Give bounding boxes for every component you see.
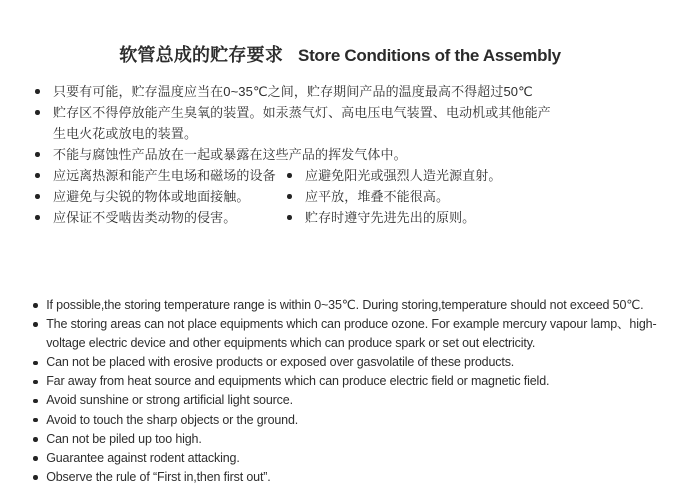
bullet-icon <box>33 361 38 366</box>
list-item <box>33 468 672 487</box>
list-item <box>33 430 672 449</box>
page-title-chinese: 软管总成的贮存要求 <box>119 45 284 66</box>
list-item <box>33 391 672 410</box>
list-item-line: voltage electric device and other equipments which can produce spark or set out electricity. <box>46 336 536 351</box>
bullet-icon <box>35 110 40 115</box>
list-item-line: 生电火花或放电的装置。 <box>52 126 198 141</box>
page-title-english: Store Conditions of the Assembly <box>298 46 561 66</box>
list-item-text: 贮存时遵守先进先出的原则。 <box>304 210 476 225</box>
right-column <box>287 165 668 228</box>
list-item-text: If possible,the storing temperature range is within 0~35℃. During storing,temperature should not exceed 50℃. <box>46 298 644 312</box>
bullet-icon <box>33 399 38 404</box>
list-item <box>33 411 672 430</box>
bullet-icon <box>35 215 40 220</box>
list-item-text: Far away from heat source and equipments which can produce electric field or magnetic field. <box>46 374 550 389</box>
list-item <box>287 207 668 228</box>
bullet-icon <box>287 215 292 220</box>
list-item-text: Avoid to touch the sharp objects or the ground. <box>46 412 299 427</box>
list-item-text: Avoid sunshine or strong artificial light source. <box>46 393 293 408</box>
bullet-icon <box>33 303 38 308</box>
list-item-line: The storing areas can not place equipments which can produce ozone. For example mercury vapour lamp、high- <box>46 317 657 332</box>
list-item-text: Can not be placed with erosive products or exposed over gasvolatile of these products. <box>46 355 515 370</box>
list-item <box>33 372 672 391</box>
list-item-text: 应避免与尖锐的物体或地面接触。 <box>52 189 250 204</box>
list-item <box>35 144 668 165</box>
chinese-requirements-section <box>35 81 668 228</box>
list-item <box>287 165 668 186</box>
list-item-text: 应平放，堆叠不能很高。 <box>304 189 450 204</box>
bullet-icon <box>33 437 38 442</box>
bullet-icon <box>33 418 38 423</box>
list-item-text: 只要有可能，贮存温度应当在0~35℃之间，贮存期间产品的温度最高不得超过50℃ <box>52 84 533 99</box>
bullet-icon <box>287 194 292 199</box>
bullet-icon <box>33 322 38 327</box>
bullet-icon <box>35 152 40 157</box>
bullet-icon <box>33 475 38 480</box>
list-item <box>35 207 287 228</box>
bullet-icon <box>35 194 40 199</box>
two-column-bullets <box>35 165 668 228</box>
list-item <box>33 449 672 468</box>
list-item-text: 应保证不受啮齿类动物的侵害。 <box>52 210 237 225</box>
list-item <box>287 186 668 207</box>
list-item-text: 应远离热源和能产生电场和磁场的设备 <box>52 168 276 183</box>
page-title <box>0 44 680 67</box>
list-item <box>33 296 672 315</box>
english-requirements-section <box>33 296 672 487</box>
list-item-text: 不能与腐蚀性产品放在一起或暴露在这些产品的挥发气体中。 <box>52 147 407 162</box>
list-item <box>33 353 672 372</box>
list-item-text: 应避免阳光或强烈人造光源直射。 <box>304 168 502 183</box>
list-item-text: Can not be piled up too high. <box>46 431 202 446</box>
list-item <box>35 102 668 144</box>
left-column <box>35 165 287 228</box>
bullet-icon <box>33 380 38 385</box>
list-item <box>35 165 287 186</box>
bullet-icon <box>35 173 40 178</box>
list-item-line: 贮存区不得停放能产生臭氧的装置。如汞蒸气灯、高电压电气装置、电动机或其他能产 <box>52 105 551 120</box>
list-item-text <box>46 315 656 353</box>
list-item-text <box>53 102 551 144</box>
bullet-icon <box>35 89 40 94</box>
list-item <box>35 81 668 102</box>
list-item-text: Guarantee against rodent attacking. <box>46 450 240 465</box>
bullet-icon <box>287 173 292 178</box>
list-item <box>33 315 672 353</box>
list-item <box>35 186 287 207</box>
list-item-text: Observe the rule of “First in,then first out”. <box>46 469 271 484</box>
bullet-icon <box>33 456 38 461</box>
